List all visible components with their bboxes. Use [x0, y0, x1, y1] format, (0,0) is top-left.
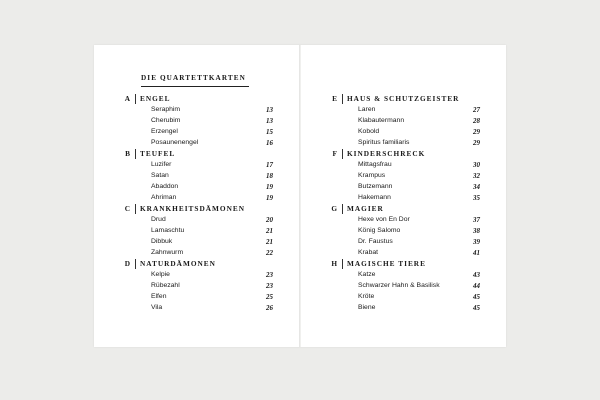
toc-entry — [301, 160, 506, 171]
section-divider — [135, 149, 136, 159]
page-number: 43 — [473, 271, 480, 279]
toc-title: DIE QUARTETTKARTEN — [141, 74, 246, 82]
entry-label: Luzifer — [151, 161, 172, 168]
toc-entry — [94, 116, 299, 127]
toc-entry — [94, 138, 299, 149]
page-number: 45 — [473, 304, 480, 312]
page-number: 37 — [473, 216, 480, 224]
entry-label: Krabat — [358, 249, 379, 256]
entry-label: Rübezahl — [151, 282, 180, 289]
entry-label: Kelpie — [151, 271, 170, 278]
page-number: 30 — [473, 161, 480, 169]
toc-entry — [301, 226, 506, 237]
toc-entry — [94, 160, 299, 171]
section-letter: E — [332, 94, 337, 103]
page-number: 38 — [473, 227, 480, 235]
page-number: 21 — [266, 227, 273, 235]
section-letter: C — [124, 204, 130, 213]
section-letter: A — [124, 94, 130, 103]
toc-entry — [301, 193, 506, 204]
page-number: 29 — [473, 139, 480, 147]
toc-entry — [94, 215, 299, 226]
toc-section — [94, 149, 299, 204]
section-divider — [342, 259, 343, 269]
entry-label: Kröte — [358, 293, 375, 300]
page-number: 17 — [266, 161, 273, 169]
entry-label: Katze — [358, 271, 376, 278]
section-divider — [135, 204, 136, 214]
section-letter: G — [331, 204, 337, 213]
entry-label: Cherubim — [151, 117, 181, 124]
book-spread — [94, 45, 506, 347]
page-number: 21 — [266, 238, 273, 246]
toc-section — [301, 259, 506, 314]
entry-label: Biene — [358, 304, 376, 311]
page-number: 19 — [266, 183, 273, 191]
page-number: 16 — [266, 139, 273, 147]
entry-label: Elfen — [151, 293, 167, 300]
page-number: 25 — [266, 293, 273, 301]
toc-section — [301, 94, 506, 149]
toc-entry — [94, 303, 299, 314]
section-header — [94, 204, 299, 215]
page-number: 44 — [473, 282, 480, 290]
section-header — [301, 259, 506, 270]
toc-entry — [301, 105, 506, 116]
toc-entry — [94, 127, 299, 138]
entry-label: Hexe von En Dor — [358, 216, 410, 223]
page-number: 34 — [473, 183, 480, 191]
section-title: ENGEL — [140, 94, 171, 103]
page-number: 41 — [473, 249, 480, 257]
section-divider — [135, 94, 136, 104]
toc-entry — [301, 303, 506, 314]
page-number: 18 — [266, 172, 273, 180]
page-number: 39 — [473, 238, 480, 246]
entry-label: Zahnwurm — [151, 249, 184, 256]
entry-label: Dr. Faustus — [358, 238, 393, 245]
toc-section — [94, 204, 299, 259]
entry-label: Dibbuk — [151, 238, 173, 245]
section-header — [94, 149, 299, 160]
toc-entry — [301, 248, 506, 259]
section-letter: H — [331, 259, 337, 268]
entry-label: Vila — [151, 304, 163, 311]
toc-entry — [94, 193, 299, 204]
page-number: 23 — [266, 282, 273, 290]
section-divider — [342, 94, 343, 104]
entry-label: Ahriman — [151, 194, 177, 201]
toc-entry — [94, 171, 299, 182]
entry-label: Hakemann — [358, 194, 391, 201]
toc-entry — [94, 270, 299, 281]
right-page — [301, 45, 506, 347]
toc-entry — [301, 292, 506, 303]
section-title: NATURDÄMONEN — [140, 259, 216, 268]
toc-entry — [301, 281, 506, 292]
toc-entry — [301, 138, 506, 149]
page-number: 27 — [473, 106, 480, 114]
entry-label: Seraphim — [151, 106, 181, 113]
toc-entry — [301, 237, 506, 248]
entry-label: Lamaschtu — [151, 227, 185, 234]
toc-entry — [94, 281, 299, 292]
section-header — [94, 259, 299, 270]
section-title: MAGISCHE TIERE — [347, 259, 426, 268]
section-header — [301, 149, 506, 160]
page-number: 13 — [266, 117, 273, 125]
page-number: 26 — [266, 304, 273, 312]
left-page — [94, 45, 299, 347]
entry-label: König Salomo — [358, 227, 401, 234]
entry-label: Mittagsfrau — [358, 161, 392, 168]
toc-entry — [301, 116, 506, 127]
entry-label: Klabautermann — [358, 117, 405, 124]
entry-label: Abaddon — [151, 183, 179, 190]
toc-entry — [94, 248, 299, 259]
entry-label: Drud — [151, 216, 166, 223]
toc-entry — [94, 105, 299, 116]
page-number: 13 — [266, 106, 273, 114]
page-number: 15 — [266, 128, 273, 136]
toc-entry — [94, 182, 299, 193]
section-title: HAUS & SCHUTZGEISTER — [347, 94, 460, 103]
title-underline — [141, 86, 249, 87]
section-divider — [135, 259, 136, 269]
page-number: 23 — [266, 271, 273, 279]
toc-entry — [94, 237, 299, 248]
section-title: KINDERSCHRECK — [347, 149, 426, 158]
section-title: TEUFEL — [140, 149, 176, 158]
entry-label: Schwarzer Hahn & Basilisk — [358, 282, 440, 289]
page-number: 19 — [266, 194, 273, 202]
section-header — [301, 204, 506, 215]
toc-entry — [301, 171, 506, 182]
section-divider — [342, 149, 343, 159]
page-number: 29 — [473, 128, 480, 136]
section-divider — [342, 204, 343, 214]
section-header — [301, 94, 506, 105]
toc-section — [301, 149, 506, 204]
page-number: 22 — [266, 249, 273, 257]
page-number: 28 — [473, 117, 480, 125]
toc-entry — [301, 270, 506, 281]
toc-entry — [301, 215, 506, 226]
toc-entry — [301, 182, 506, 193]
section-title: MAGIER — [347, 204, 384, 213]
entry-label: Krampus — [358, 172, 386, 179]
toc-section — [301, 204, 506, 259]
entry-label: Kobold — [358, 128, 380, 135]
section-header — [94, 94, 299, 105]
page-number: 20 — [266, 216, 273, 224]
entry-label: Spiritus familiaris — [358, 139, 410, 146]
page-number: 32 — [473, 172, 480, 180]
entry-label: Laren — [358, 106, 376, 113]
toc-section — [94, 94, 299, 149]
toc-entry — [301, 127, 506, 138]
section-letter: B — [125, 149, 130, 158]
entry-label: Posaunenengel — [151, 139, 199, 146]
toc-section — [94, 259, 299, 314]
entry-label: Satan — [151, 172, 169, 179]
entry-label: Erzengel — [151, 128, 178, 135]
page-number: 45 — [473, 293, 480, 301]
toc-entry — [94, 226, 299, 237]
section-title: KRANKHEITSDÄMONEN — [140, 204, 245, 213]
page-number: 35 — [473, 194, 480, 202]
toc-entry — [94, 292, 299, 303]
section-letter: F — [332, 149, 337, 158]
section-letter: D — [124, 259, 130, 268]
entry-label: Butzemann — [358, 183, 393, 190]
